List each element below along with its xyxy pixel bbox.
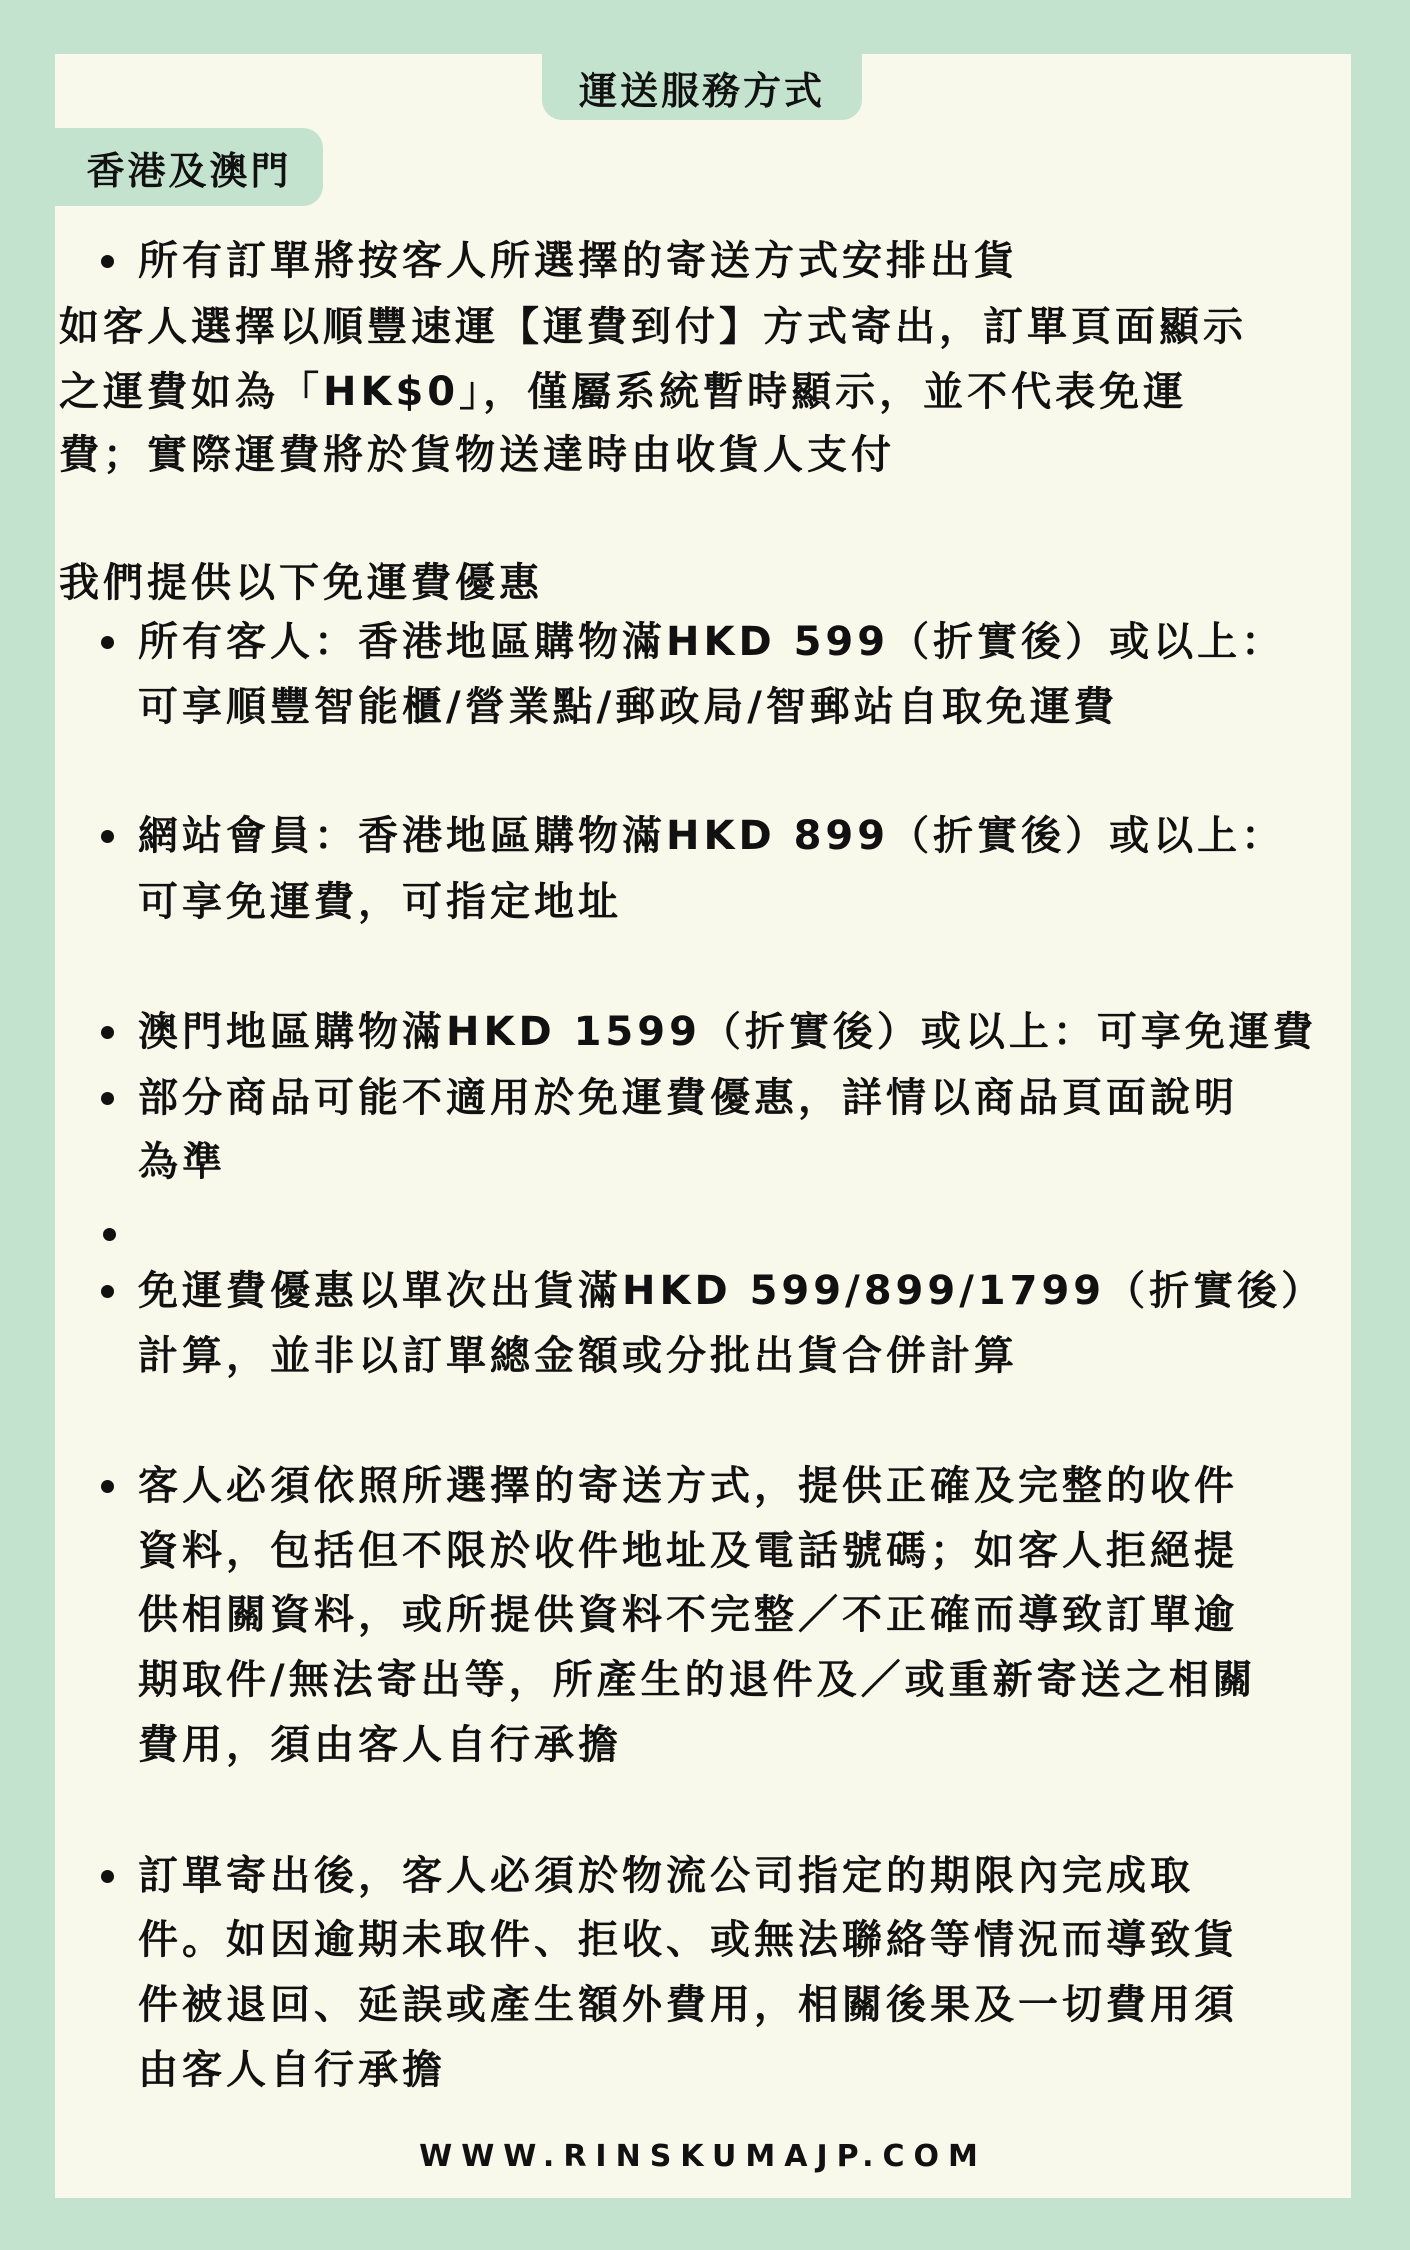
offer-item-line: 網站會員：香港地區購物滿HKD 899（折實後）或以上： (138, 804, 1285, 868)
empty-bullet (103, 1228, 116, 1241)
website-url: WWW.RINSKUMAJP.COM (419, 2139, 987, 2174)
offer-item-line: 為準 (138, 1139, 226, 1185)
info-card (55, 54, 1351, 2198)
offer-item-line: 部分商品可能不適用於免運費優惠，詳情以商品頁面說明 (138, 1066, 1238, 1130)
intro-bullet: 所有訂單將按客人所選擇的寄送方式安排出貨 (138, 229, 1018, 293)
offers-heading: 我們提供以下免運費優惠 (59, 560, 543, 606)
intro-line: 之運費如為「HK$0」，僅屬系統暫時顯示，並不代表免運 (59, 369, 1188, 415)
offer-item-line: 資料，包括但不限於收件地址及電話號碼；如客人拒絕提 (138, 1528, 1238, 1574)
intro-line: 如客人選擇以順豐速運【運費到付】方式寄出，訂單頁面顯示 (59, 304, 1247, 350)
offer-item-line: 供相關資料，或所提供資料不完整／不正確而導致訂單逾 (138, 1592, 1238, 1638)
region-tag: 香港及澳門 (55, 128, 323, 206)
offer-item-line: 可享順豐智能櫃/營業點/郵政局/智郵站自取免運費 (138, 684, 1118, 730)
intro-line: 費；實際運費將於貨物送達時由收貨人支付 (59, 432, 895, 478)
offer-item-line: 計算，並非以訂單總金額或分批出貨合併計算 (138, 1333, 1018, 1379)
offer-item-line: 訂單寄出後，客人必須於物流公司指定的期限內完成取 (138, 1844, 1194, 1908)
offer-item-line: 由客人自行承擔 (138, 2047, 446, 2093)
offer-item-line: 費用，須由客人自行承擔 (138, 1722, 622, 1768)
offer-item-line: 免運費優惠以單次出貨滿HKD 599/899/1799（折實後） (138, 1259, 1325, 1323)
offer-item-line: 件。如因逾期未取件、拒收、或無法聯絡等情況而導致貨 (138, 1917, 1238, 1963)
offer-item-line: 澳門地區購物滿HKD 1599（折實後）或以上：可享免運費 (138, 1000, 1317, 1064)
offer-item-line: 所有客人：香港地區購物滿HKD 599（折實後）或以上： (138, 610, 1285, 674)
offer-item-line: 期取件/無法寄出等，所產生的退件及／或重新寄送之相關 (138, 1657, 1257, 1703)
offer-item-line: 客人必須依照所選擇的寄送方式，提供正確及完整的收件 (138, 1454, 1238, 1518)
offer-item-line: 可享免運費，可指定地址 (138, 879, 622, 925)
offer-item-line: 件被退回、延誤或產生額外費用，相關後果及一切費用須 (138, 1982, 1238, 2028)
page-title: 運送服務方式 (542, 54, 862, 120)
